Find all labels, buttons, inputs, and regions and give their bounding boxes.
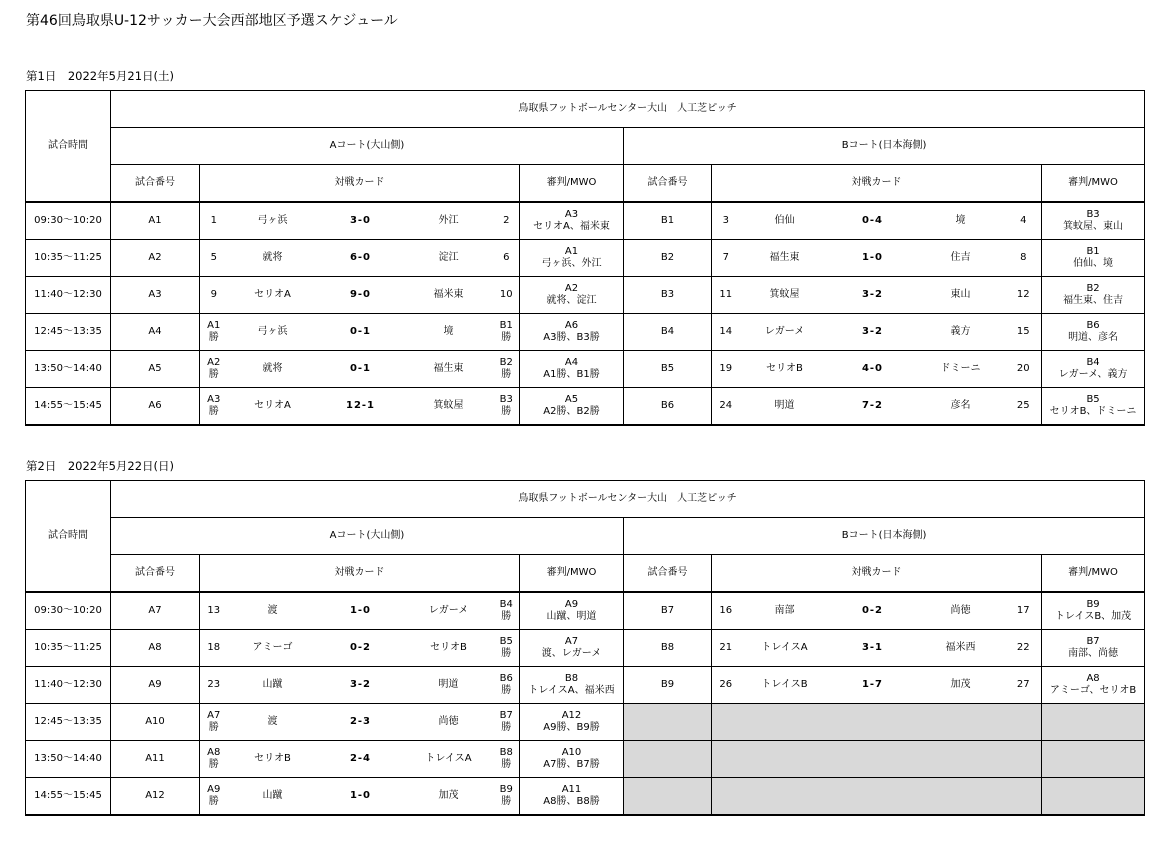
right-seed-a-line1: B2 (499, 357, 513, 368)
right-team-a: レガーメ (404, 592, 494, 630)
score-a: 3-0 (318, 202, 404, 240)
referee-a-line2: トレイスA、福米西 (528, 685, 615, 696)
score-a: 0-2 (318, 630, 404, 667)
right-team-a: トレイスA (404, 741, 494, 778)
referee-a-line2: A3勝、B3勝 (543, 332, 600, 343)
right-team-a: 尚徳 (404, 704, 494, 741)
referee-header-b: 審判/MWO (1042, 165, 1145, 203)
card-header-b: 対戦カード (712, 165, 1042, 203)
day-2-heading: 第2日 2022年5月22日(日) (26, 459, 175, 473)
match-number-a: A9 (111, 667, 200, 704)
table-row (26, 351, 1145, 388)
match-number-b: B6 (624, 388, 712, 426)
match-number-b: B5 (624, 351, 712, 388)
venue-header: 鳥取県フットボールセンター大山 人工芝ピッチ (111, 481, 1145, 518)
court-a-header: Aコート(大山側) (111, 518, 624, 555)
left-seed-b: 16 (712, 592, 740, 630)
referee-b (1042, 388, 1145, 426)
referee-b-line2: レガーメ、義方 (1058, 369, 1128, 380)
referee-a (520, 630, 624, 667)
referee-header-b: 審判/MWO (1042, 555, 1145, 593)
right-seed-a: 2 (494, 202, 520, 240)
referee-header-a: 審判/MWO (520, 555, 624, 593)
match-time: 14:55〜15:45 (26, 778, 111, 816)
table-row (26, 240, 1145, 277)
match-time: 11:40〜12:30 (26, 277, 111, 314)
score-a: 9-0 (318, 277, 404, 314)
referee-a (520, 667, 624, 704)
referee-b-line1: B6 (1086, 320, 1100, 331)
right-seed-a (494, 630, 520, 667)
referee-a-line2: 就将、淀江 (546, 295, 597, 306)
left-seed-a-line2: 勝 (208, 332, 219, 343)
right-seed-b: 20 (1006, 351, 1042, 388)
right-seed-a-line2: 勝 (501, 332, 512, 343)
referee-b (1042, 314, 1145, 351)
referee-b-line1: B5 (1086, 394, 1100, 405)
score-a: 2-3 (318, 704, 404, 741)
referee-b-line1: B3 (1086, 209, 1100, 220)
left-team-a: 渡 (228, 704, 318, 741)
left-team-b: 南部 (740, 592, 830, 630)
referee-b-line2: セリオB、ドミーニ (1049, 406, 1137, 417)
right-seed-a (494, 314, 520, 351)
right-seed-b: 22 (1006, 630, 1042, 667)
left-seed-a (200, 741, 228, 778)
right-seed-a (494, 592, 520, 630)
right-seed-b: 15 (1006, 314, 1042, 351)
referee-b-line1: B2 (1086, 283, 1100, 294)
score-a: 3-2 (318, 667, 404, 704)
referee-b (1042, 592, 1145, 630)
score-b: 0-2 (830, 592, 916, 630)
left-seed-a-line1: A9 (207, 784, 221, 795)
match-time: 11:40〜12:30 (26, 667, 111, 704)
venue-header-row (26, 91, 1145, 128)
left-team-a: 弓ヶ浜 (228, 314, 318, 351)
left-seed-b: 26 (712, 667, 740, 704)
score-a: 1-0 (318, 778, 404, 816)
match-number-a: A11 (111, 741, 200, 778)
left-seed-a-line2: 勝 (208, 722, 219, 733)
match-number-a: A1 (111, 202, 200, 240)
left-seed-a: 18 (200, 630, 228, 667)
empty-cell (712, 704, 1042, 741)
referee-a (520, 388, 624, 426)
left-seed-a-line1: A3 (207, 394, 221, 405)
right-seed-a-line2: 勝 (501, 611, 512, 622)
score-b: 3-1 (830, 630, 916, 667)
referee-b (1042, 667, 1145, 704)
empty-cell (1042, 741, 1145, 778)
referee-a-line1: A3 (564, 209, 579, 220)
right-seed-a-line1: B5 (499, 636, 513, 647)
left-seed-a-line1: A2 (207, 357, 221, 368)
referee-a-line1: A7 (564, 636, 579, 647)
score-b: 4-0 (830, 351, 916, 388)
right-team-a: 加茂 (404, 778, 494, 816)
match-time: 14:55〜15:45 (26, 388, 111, 426)
right-team-a: 箕蚊屋 (404, 388, 494, 426)
match-number-a: A5 (111, 351, 200, 388)
right-team-a: 明道 (404, 667, 494, 704)
referee-a-line2: 弓ヶ浜、外江 (541, 258, 602, 269)
referee-b-line2: 伯仙、境 (1073, 258, 1114, 269)
match-time: 12:45〜13:35 (26, 314, 111, 351)
referee-b (1042, 202, 1145, 240)
left-seed-b: 24 (712, 388, 740, 426)
score-a: 0-1 (318, 351, 404, 388)
left-team-a: セリオB (228, 741, 318, 778)
referee-a (520, 351, 624, 388)
right-seed-a-line1: B7 (499, 710, 513, 721)
referee-a (520, 704, 624, 741)
referee-a-line2: セリオA、福米東 (533, 221, 610, 232)
left-seed-a-line2: 勝 (208, 796, 219, 807)
match-time: 10:35〜11:25 (26, 630, 111, 667)
referee-a-line1: A10 (561, 747, 582, 758)
right-team-a: 福米東 (404, 277, 494, 314)
table-row (26, 592, 1145, 630)
referee-a-line1: A5 (564, 394, 579, 405)
right-seed-b: 4 (1006, 202, 1042, 240)
right-seed-a-line1: B9 (499, 784, 513, 795)
left-seed-a-line1: A8 (207, 747, 221, 758)
score-b: 1-0 (830, 240, 916, 277)
score-b: 0-4 (830, 202, 916, 240)
referee-a (520, 277, 624, 314)
court-b-header: Bコート(日本海側) (624, 128, 1145, 165)
left-team-a: アミーゴ (228, 630, 318, 667)
left-team-b: レガーメ (740, 314, 830, 351)
empty-cell (624, 704, 712, 741)
table-row (26, 388, 1145, 426)
score-a: 12-1 (318, 388, 404, 426)
left-seed-a-line1: A1 (207, 320, 221, 331)
right-team-b: 福米西 (916, 630, 1006, 667)
left-seed-a-line2: 勝 (208, 759, 219, 770)
left-team-b: 福生東 (740, 240, 830, 277)
referee-header-a: 審判/MWO (520, 165, 624, 203)
referee-b-line1: B9 (1086, 599, 1100, 610)
match-number-header-a: 試合番号 (111, 555, 200, 593)
match-number-b: B2 (624, 240, 712, 277)
left-team-b: トレイスB (740, 667, 830, 704)
card-header-b: 対戦カード (712, 555, 1042, 593)
match-number-b: B3 (624, 277, 712, 314)
referee-a (520, 314, 624, 351)
left-seed-b: 21 (712, 630, 740, 667)
match-time: 13:50〜14:40 (26, 741, 111, 778)
right-seed-a (494, 351, 520, 388)
right-seed-a-line1: B1 (499, 320, 513, 331)
score-b: 7-2 (830, 388, 916, 426)
left-seed-a: 9 (200, 277, 228, 314)
match-number-b: B7 (624, 592, 712, 630)
left-seed-a-line2: 勝 (208, 406, 219, 417)
match-number-header-b: 試合番号 (624, 555, 712, 593)
left-seed-b: 14 (712, 314, 740, 351)
match-number-a: A8 (111, 630, 200, 667)
left-team-a: 山蹴 (228, 778, 318, 816)
score-b: 1-7 (830, 667, 916, 704)
referee-a-line2: A7勝、B7勝 (543, 759, 600, 770)
left-team-a: セリオA (228, 277, 318, 314)
match-time: 09:30〜10:20 (26, 592, 111, 630)
referee-b-line1: A8 (1086, 673, 1100, 684)
right-seed-a-line2: 勝 (501, 759, 512, 770)
score-a: 6-0 (318, 240, 404, 277)
referee-a-line1: A1 (564, 246, 579, 257)
referee-a-line2: A9勝、B9勝 (543, 722, 600, 733)
left-team-a: 山蹴 (228, 667, 318, 704)
card-header-a: 対戦カード (200, 165, 520, 203)
match-number-a: A3 (111, 277, 200, 314)
column-header-row (26, 165, 1145, 203)
referee-a-line2: 渡、レガーメ (541, 648, 602, 659)
table-row (26, 314, 1145, 351)
match-number-a: A10 (111, 704, 200, 741)
right-team-b: 境 (916, 202, 1006, 240)
match-number-header-b: 試合番号 (624, 165, 712, 203)
score-b: 3-2 (830, 277, 916, 314)
match-number-b: B8 (624, 630, 712, 667)
left-seed-a (200, 704, 228, 741)
day-1-schedule-table (25, 90, 1145, 426)
right-seed-b: 27 (1006, 667, 1042, 704)
referee-a (520, 592, 624, 630)
referee-b (1042, 630, 1145, 667)
court-b-header: Bコート(日本海側) (624, 518, 1145, 555)
left-team-b: 伯仙 (740, 202, 830, 240)
right-team-a: 外江 (404, 202, 494, 240)
right-seed-a-line1: B6 (499, 673, 513, 684)
match-number-b: B9 (624, 667, 712, 704)
right-seed-b: 12 (1006, 277, 1042, 314)
referee-b-line2: 明道、彦名 (1068, 332, 1119, 343)
right-seed-a (494, 667, 520, 704)
right-team-b: ドミーニ (916, 351, 1006, 388)
table-row (26, 630, 1145, 667)
left-seed-a: 13 (200, 592, 228, 630)
match-number-a: A2 (111, 240, 200, 277)
empty-cell (712, 778, 1042, 816)
score-a: 1-0 (318, 592, 404, 630)
right-team-a: セリオB (404, 630, 494, 667)
right-team-a: 境 (404, 314, 494, 351)
referee-a-line1: A11 (561, 784, 582, 795)
left-team-b: トレイスA (740, 630, 830, 667)
score-b: 3-2 (830, 314, 916, 351)
referee-a (520, 778, 624, 816)
match-number-a: A6 (111, 388, 200, 426)
referee-a-line1: A4 (564, 357, 579, 368)
right-seed-b: 25 (1006, 388, 1042, 426)
referee-b-line2: 箕蚊屋、東山 (1063, 221, 1124, 232)
day-2-schedule-table (25, 480, 1145, 816)
page-title: 第46回鳥取県U-12サッカー大会西部地区予選スケジュール (26, 13, 398, 29)
left-seed-a: 1 (200, 202, 228, 240)
left-seed-a (200, 351, 228, 388)
left-seed-a (200, 388, 228, 426)
left-team-a: セリオA (228, 388, 318, 426)
left-seed-b: 11 (712, 277, 740, 314)
match-number-a: A12 (111, 778, 200, 816)
left-team-a: 弓ヶ浜 (228, 202, 318, 240)
right-seed-a (494, 704, 520, 741)
right-team-b: 東山 (916, 277, 1006, 314)
right-team-b: 住吉 (916, 240, 1006, 277)
right-seed-a-line2: 勝 (501, 796, 512, 807)
match-time: 13:50〜14:40 (26, 351, 111, 388)
left-team-b: 箕蚊屋 (740, 277, 830, 314)
empty-cell (1042, 704, 1145, 741)
table-row (26, 741, 1145, 778)
referee-a-line1: A12 (561, 710, 582, 721)
right-seed-a (494, 388, 520, 426)
right-seed-b: 8 (1006, 240, 1042, 277)
referee-b-line1: B4 (1086, 357, 1100, 368)
left-team-b: セリオB (740, 351, 830, 388)
right-seed-a-line2: 勝 (501, 685, 512, 696)
referee-a-line1: A9 (564, 599, 579, 610)
match-time: 12:45〜13:35 (26, 704, 111, 741)
right-team-b: 加茂 (916, 667, 1006, 704)
right-team-a: 淀江 (404, 240, 494, 277)
referee-a-line2: A1勝、B1勝 (543, 369, 600, 380)
match-number-b: B1 (624, 202, 712, 240)
table-row (26, 277, 1145, 314)
referee-b-line2: アミーゴ、セリオB (1049, 685, 1137, 696)
left-seed-b: 19 (712, 351, 740, 388)
referee-b (1042, 351, 1145, 388)
left-seed-a: 23 (200, 667, 228, 704)
right-team-b: 義方 (916, 314, 1006, 351)
referee-b-line1: B7 (1086, 636, 1100, 647)
left-team-a: 就将 (228, 351, 318, 388)
match-number-a: A7 (111, 592, 200, 630)
empty-cell (624, 778, 712, 816)
match-time: 10:35〜11:25 (26, 240, 111, 277)
match-number-header-a: 試合番号 (111, 165, 200, 203)
right-seed-b: 17 (1006, 592, 1042, 630)
left-team-a: 就将 (228, 240, 318, 277)
left-seed-b: 7 (712, 240, 740, 277)
table-row (26, 667, 1145, 704)
left-seed-a-line1: A7 (207, 710, 221, 721)
column-header-row (26, 555, 1145, 593)
right-seed-a (494, 778, 520, 816)
referee-a-line1: A6 (564, 320, 579, 331)
time-column-header: 試合時間 (26, 481, 111, 593)
court-a-header: Aコート(大山側) (111, 128, 624, 165)
right-seed-a: 10 (494, 277, 520, 314)
right-seed-a-line2: 勝 (501, 648, 512, 659)
referee-b-line2: 福生東、住吉 (1063, 295, 1124, 306)
match-time: 09:30〜10:20 (26, 202, 111, 240)
day-1-heading: 第1日 2022年5月21日(土) (26, 69, 175, 83)
right-seed-a: 6 (494, 240, 520, 277)
empty-cell (712, 741, 1042, 778)
venue-header-row (26, 481, 1145, 518)
score-a: 0-1 (318, 314, 404, 351)
match-number-a: A4 (111, 314, 200, 351)
right-team-b: 尚徳 (916, 592, 1006, 630)
left-seed-a (200, 778, 228, 816)
referee-a (520, 741, 624, 778)
left-seed-a: 5 (200, 240, 228, 277)
referee-b-line2: トレイスB、加茂 (1054, 611, 1132, 622)
right-team-a: 福生東 (404, 351, 494, 388)
right-seed-a-line1: B4 (499, 599, 513, 610)
right-team-b: 彦名 (916, 388, 1006, 426)
left-seed-b: 3 (712, 202, 740, 240)
venue-header: 鳥取県フットボールセンター大山 人工芝ピッチ (111, 91, 1145, 128)
right-seed-a-line1: B8 (499, 747, 513, 758)
referee-a-line1: A2 (564, 283, 579, 294)
referee-a (520, 240, 624, 277)
right-seed-a-line2: 勝 (501, 369, 512, 380)
time-column-header: 試合時間 (26, 91, 111, 203)
referee-a-line2: A2勝、B2勝 (543, 406, 600, 417)
right-seed-a (494, 741, 520, 778)
table-row (26, 778, 1145, 816)
right-seed-a-line2: 勝 (501, 722, 512, 733)
score-a: 2-4 (318, 741, 404, 778)
right-seed-a-line1: B3 (499, 394, 513, 405)
left-seed-a (200, 314, 228, 351)
empty-cell (624, 741, 712, 778)
match-number-b: B4 (624, 314, 712, 351)
referee-b (1042, 277, 1145, 314)
referee-b-line1: B1 (1086, 246, 1100, 257)
referee-a (520, 202, 624, 240)
card-header-a: 対戦カード (200, 555, 520, 593)
left-seed-a-line2: 勝 (208, 369, 219, 380)
referee-a-line1: B8 (564, 673, 579, 684)
right-seed-a-line2: 勝 (501, 406, 512, 417)
referee-b-line2: 南部、尚徳 (1068, 648, 1119, 659)
court-header-row (26, 128, 1145, 165)
table-row (26, 202, 1145, 240)
referee-a-line2: A8勝、B8勝 (543, 796, 600, 807)
empty-cell (1042, 778, 1145, 816)
referee-b (1042, 240, 1145, 277)
left-team-b: 明道 (740, 388, 830, 426)
court-header-row (26, 518, 1145, 555)
referee-a-line2: 山蹴、明道 (546, 611, 597, 622)
left-team-a: 渡 (228, 592, 318, 630)
table-row (26, 704, 1145, 741)
